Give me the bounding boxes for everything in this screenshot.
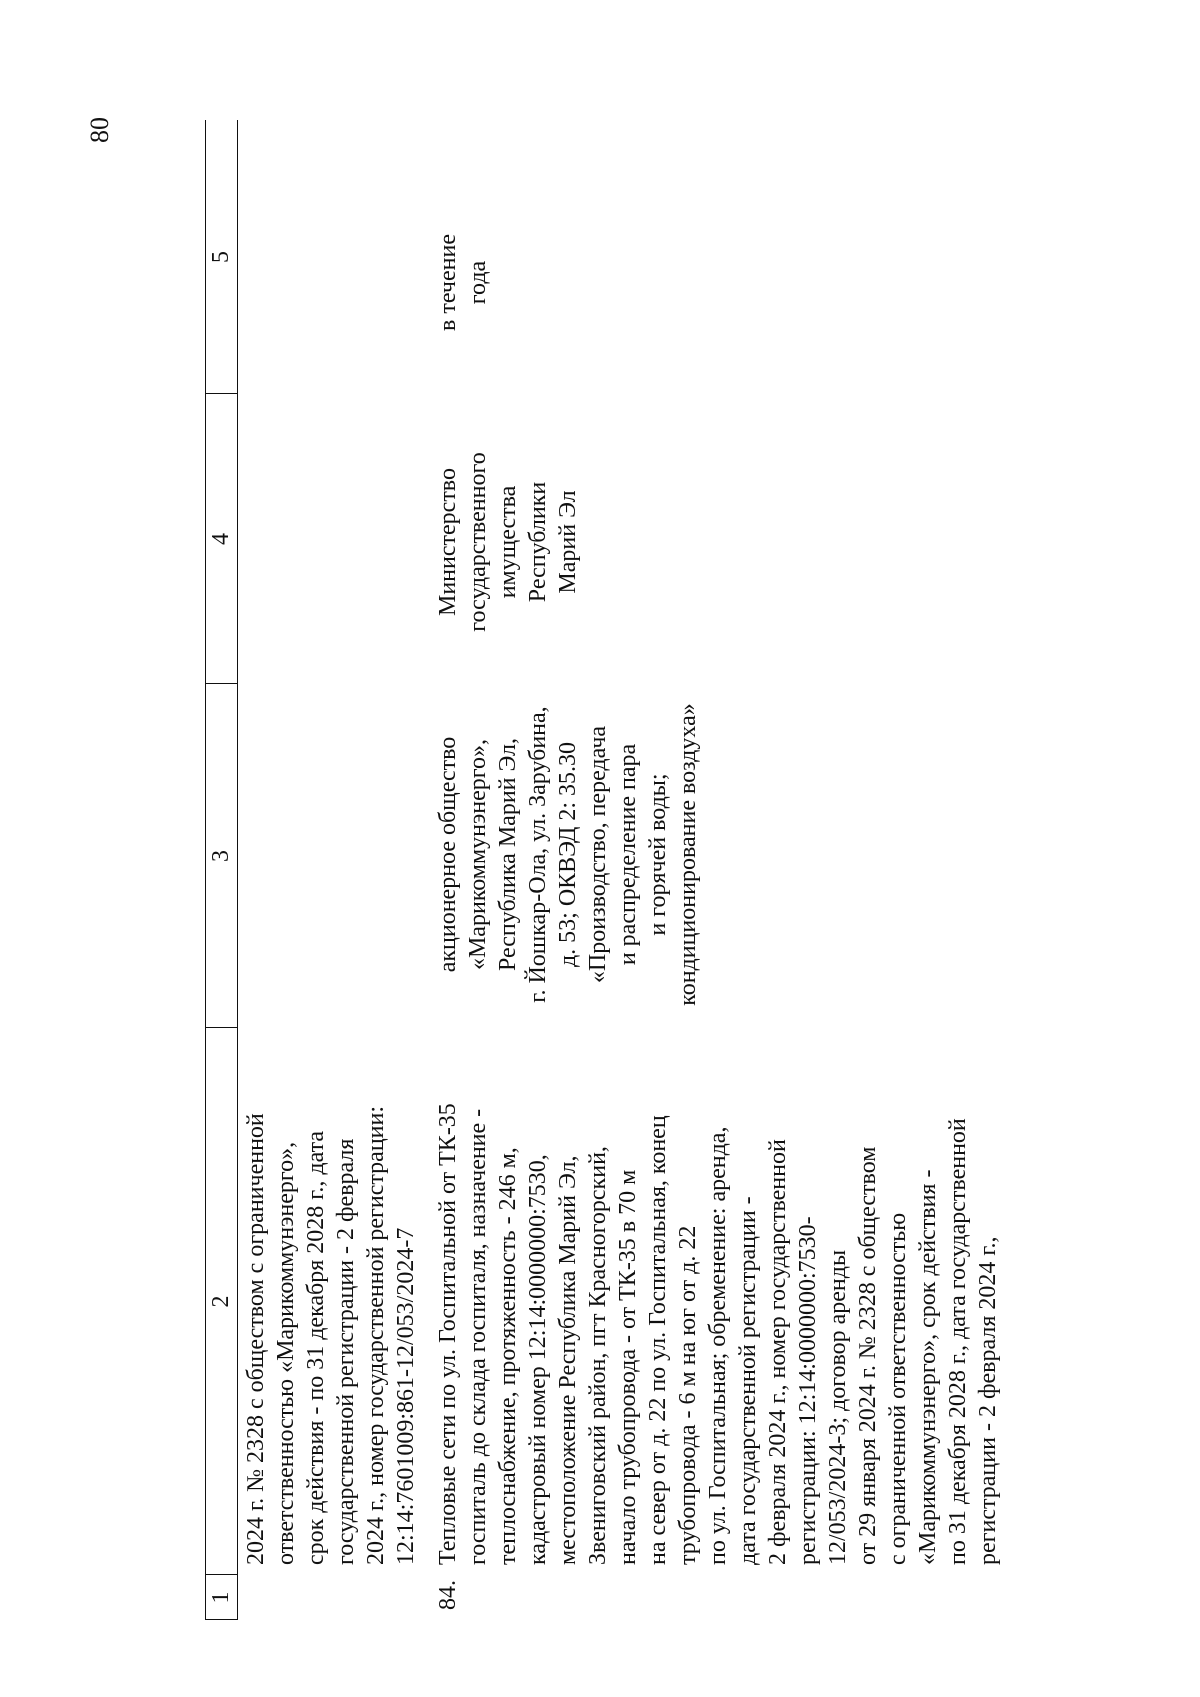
col-header-2: 2 [208,1295,234,1308]
text-line: и распределение пара [615,743,641,966]
row-84-tenant [433,687,703,1022]
text-line: имущества [495,485,521,599]
text-line: от 29 января 2024 г. № 2328 с обществом [855,1146,881,1565]
text-line: 2024 г., номер государственной регистрации: [363,1105,389,1565]
text-line: 12/053/2024-3; договор аренды [825,1249,851,1565]
text-line: теплоснабжение, протяженность - 246 м, [495,1147,521,1565]
col-header-1: 1 [208,1591,234,1604]
text-line: Звениговский район, пгт Красногорский, [585,1146,611,1565]
text-line: госпиталь до склада госпиталя, назначение - [465,1108,491,1565]
page-number [80,110,120,150]
text-line: 2024 г. № 2328 с обществом с ограниченной [243,1113,269,1565]
text-line: Марий Эл [555,490,581,594]
text-line: Республика Марий Эл, [495,737,521,972]
text-line: регистрации: 12:14:0000000:7530- [795,1216,821,1565]
text-line: Республики [525,481,551,603]
text-line: 12:14:7601009:861-12/053/2024-7 [393,1227,419,1565]
text-line: в течение [435,234,461,331]
text-line: по ул. Госпитальная; обременение: аренда, [705,1126,731,1565]
page-number-text: 80 [85,117,114,143]
col-header-3: 3 [208,850,234,862]
text-line: и горячей воды; [645,773,671,936]
text-line: начало трубопровода - от ТК-35 в 70 м [615,1169,641,1565]
text-line: по 31 декабря 2028 г., дата государственной [945,1118,971,1565]
text-line: регистрации - 2 февраля 2024 г., [975,1236,1001,1565]
text-line: года [465,260,491,305]
row-84-deadline [433,180,493,385]
text-line: с ограниченной ответственностью [885,1212,911,1565]
row-84-number: 84. [435,1580,461,1610]
rotated-table-page [205,120,1025,1620]
continuation-description [241,1035,421,1565]
text-line: «Производство, передача [585,725,611,984]
text-line: ответственностью «Марикоммунэнерго», [273,1141,299,1565]
text-line: государственной регистрации - 2 февраля [333,1138,359,1565]
text-line: кондиционирование воздуха» [675,703,701,1006]
text-line: срок действия - по 31 декабря 2028 г., дата [303,1130,329,1565]
text-line: акционерное общество [435,736,461,973]
text-line: кадастровый номер 12:14:0000000:7530, [525,1154,551,1565]
text-line: г. Йошкар-Ола, ул. Зарубина, [525,706,551,1003]
row-84-ministry [433,402,583,682]
table-header-border [237,120,238,1620]
col-header-4: 4 [208,533,234,545]
col-header-5: 5 [208,251,234,263]
text-line: дата государственной регистрации - [735,1196,761,1565]
text-line: на север от д. 22 по ул. Госпитальная, конец [645,1115,671,1565]
text-line: Тепловые сети по ул. Госпитальной от ТК-35 [435,1103,461,1565]
text-line: Министерство [435,468,461,616]
text-line: «Марикоммунэнерго», [465,738,491,971]
text-line: местоположение Республика Марий Эл, [555,1155,581,1565]
text-line: трубопровода - 6 м на юг от д. 22 [675,1225,701,1565]
row-84-description [433,1035,1003,1565]
text-line: «Марикоммунэнерго», срок действия - [915,1169,941,1565]
text-line: д. 53; ОКВЭД 2: 35.30 [555,741,581,968]
text-line: 2 февраля 2024 г., номер государственной [765,1139,791,1565]
text-line: государственного [465,452,491,632]
